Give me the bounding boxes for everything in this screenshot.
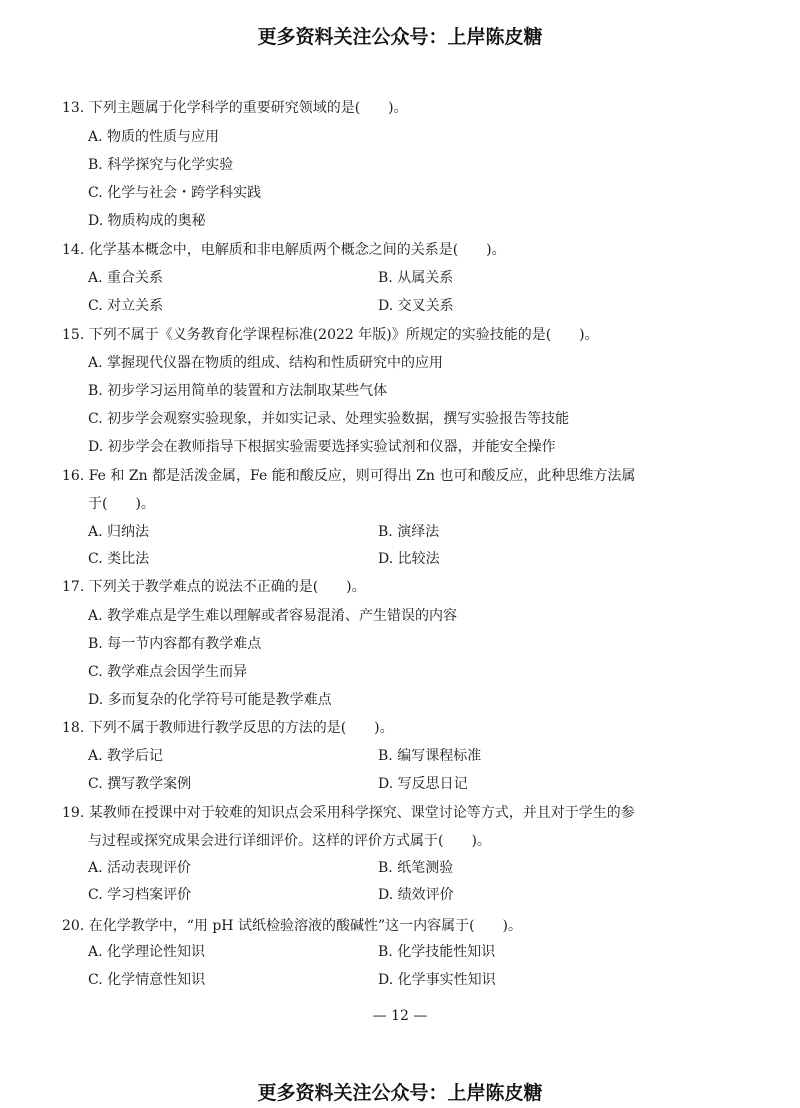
- question-13-stem: 13. 下列主题属于化学科学的重要研究领域的是( )。: [62, 100, 408, 116]
- q15-option-d: D. 初步学会在教师指导下根据实验需要选择实验试剂和仪器，并能安全操作: [88, 439, 556, 455]
- q16-option-c: C. 类比法: [88, 551, 150, 567]
- q14-option-a: A. 重合关系: [88, 270, 164, 286]
- q16-option-b: B. 演绎法: [378, 524, 440, 540]
- q13-option-b: B. 科学探究与化学实验: [88, 157, 234, 173]
- question-14-stem: 14. 化学基本概念中，电解质和非电解质两个概念之间的关系是( )。: [62, 242, 506, 258]
- q20-option-d: D. 化学事实性知识: [378, 972, 496, 988]
- question-15-stem: 15. 下列不属于《义务教育化学课程标准(2022 年版)》所规定的实验技能的是( )。: [62, 327, 599, 343]
- question-18-stem: 18. 下列不属于教师进行教学反思的方法的是( )。: [62, 720, 394, 736]
- q16-option-d: D. 比较法: [378, 551, 440, 567]
- question-16-stem-line2: 于( )。: [88, 496, 155, 512]
- top-banner: 更多资料关注公众号：上岸陈皮糖: [257, 26, 543, 48]
- q14-option-d: D. 交叉关系: [378, 298, 454, 314]
- q19-option-a: A. 活动表现评价: [88, 860, 192, 876]
- question-19-stem-line1: 19. 某教师在授课中对于较难的知识点会采用科学探究、课堂讨论等方式，并且对于学生的参: [62, 805, 635, 821]
- q13-option-c: C. 化学与社会・跨学科实践: [88, 185, 262, 201]
- q17-option-c: C. 教学难点会因学生而异: [88, 664, 248, 680]
- q16-option-a: A. 归纳法: [88, 524, 150, 540]
- q15-option-a: A. 掌握现代仪器在物质的组成、结构和性质研究中的应用: [88, 355, 444, 371]
- q18-option-b: B. 编写课程标准: [378, 748, 482, 764]
- page-number: — 12 —: [372, 1008, 428, 1024]
- q13-option-a: A. 物质的性质与应用: [88, 129, 220, 145]
- question-19-stem-line2: 与过程或探究成果会进行详细评价。这样的评价方式属于( )。: [88, 833, 491, 849]
- q18-option-c: C. 撰写教学案例: [88, 776, 192, 792]
- q15-option-b: B. 初步学习运用简单的装置和方法制取某些气体: [88, 383, 388, 399]
- q18-option-a: A. 教学后记: [88, 748, 164, 764]
- q19-option-b: B. 纸笔测验: [378, 860, 454, 876]
- q20-option-b: B. 化学技能性知识: [378, 944, 496, 960]
- q14-option-c: C. 对立关系: [88, 298, 164, 314]
- q20-option-c: C. 化学情意性知识: [88, 972, 206, 988]
- q19-option-c: C. 学习档案评价: [88, 887, 192, 903]
- q18-option-d: D. 写反思日记: [378, 776, 468, 792]
- bottom-banner: 更多资料关注公众号：上岸陈皮糖: [257, 1082, 543, 1104]
- q13-option-d: D. 物质构成的奥秘: [88, 213, 206, 229]
- q19-option-d: D. 绩效评价: [378, 887, 454, 903]
- question-20-stem: 20. 在化学教学中，“用 pH 试纸检验溶液的酸碱性”这一内容属于( )。: [62, 918, 523, 934]
- q17-option-d: D. 多而复杂的化学符号可能是教学难点: [88, 692, 332, 708]
- q14-option-b: B. 从属关系: [378, 270, 454, 286]
- q15-option-c: C. 初步学会观察实验现象，并如实记录、处理实验数据，撰写实验报告等技能: [88, 411, 570, 427]
- q17-option-b: B. 每一节内容都有教学难点: [88, 636, 262, 652]
- question-17-stem: 17. 下列关于教学难点的说法不正确的是( )。: [62, 579, 366, 595]
- q20-option-a: A. 化学理论性知识: [88, 944, 206, 960]
- question-16-stem-line1: 16. Fe 和 Zn 都是活泼金属，Fe 能和酸反应，则可得出 Zn 也可和酸反应，此种思维方法属: [62, 468, 636, 484]
- q17-option-a: A. 教学难点是学生难以理解或者容易混淆、产生错误的内容: [88, 608, 458, 624]
